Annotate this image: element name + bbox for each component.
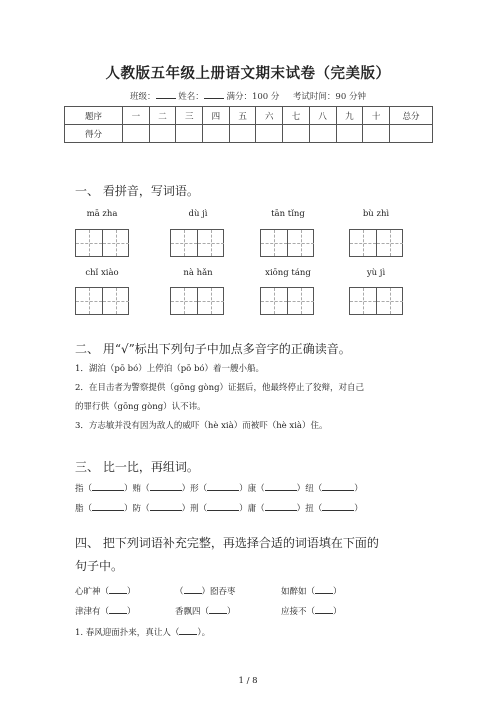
section3-title: 三、 比一比，再组词。 xyxy=(75,460,199,474)
tianzige-box[interactable] xyxy=(170,287,224,315)
answer-blank[interactable] xyxy=(92,481,124,491)
answer-blank[interactable] xyxy=(150,501,182,511)
score-header-cell: 四 xyxy=(203,107,230,125)
score-header-cell: 总分 xyxy=(390,107,433,125)
pinyin-label: yù jì xyxy=(366,268,386,278)
full-score: 满分：100 分 xyxy=(226,92,280,102)
compare-item: 指（ ） xyxy=(75,481,133,494)
score-cell[interactable] xyxy=(176,125,203,143)
exam-info-line xyxy=(0,89,496,102)
tianzige-box[interactable] xyxy=(75,287,129,315)
score-cell[interactable] xyxy=(363,125,390,143)
compare-item: 脂（ ） xyxy=(75,501,133,514)
pinyin-label: tān tǐng xyxy=(271,209,305,219)
pinyin-label: chǐ xiào xyxy=(85,268,119,278)
page-title: 人教版五年级上册语文期末试卷（完美版） xyxy=(105,65,391,82)
pinyin-label: dù jì xyxy=(188,209,208,219)
compare-item: 刑（ ） xyxy=(190,501,248,514)
answer-blank[interactable] xyxy=(109,584,127,594)
answer-blank[interactable] xyxy=(209,604,227,614)
section4-title-line2: 句子中。 xyxy=(75,559,124,573)
question-line: 的罪行供（gōng gòng）认不讳。 xyxy=(75,402,206,412)
idiom-item: 香飘四（ ） xyxy=(175,604,236,617)
pinyin-label: xiōng táng xyxy=(265,268,311,278)
page-number: 1 / 8 xyxy=(238,676,258,686)
pinyin-label: nà hǎn xyxy=(183,268,213,278)
tianzige-box[interactable] xyxy=(260,287,314,315)
score-header-cell: 三 xyxy=(176,107,203,125)
exam-time: 考试时间：90 分钟 xyxy=(292,92,366,102)
answer-blank[interactable] xyxy=(322,501,354,511)
score-cell[interactable] xyxy=(149,125,176,143)
section1-title: 一、 看拼音，写词语。 xyxy=(75,184,199,198)
score-cell[interactable] xyxy=(390,125,433,143)
compare-row-2 xyxy=(75,501,363,514)
answer-blank[interactable] xyxy=(92,501,124,511)
idiom-item: 应接不（ ） xyxy=(281,604,342,617)
idiom-item: 津津有（ ） xyxy=(75,604,136,617)
idiom-item: 心旷神（ ） xyxy=(75,584,136,597)
score-row-label: 得分 xyxy=(65,125,123,143)
score-header-cell: 题序 xyxy=(65,107,123,125)
question-line: 1．湖泊（pō bó）上停泊（pō bó）着一艘小船。 xyxy=(75,364,265,374)
answer-blank[interactable] xyxy=(322,481,354,491)
name-blank[interactable] xyxy=(204,89,224,99)
score-header-cell: 八 xyxy=(309,107,336,125)
class-blank[interactable] xyxy=(156,89,176,99)
compare-item: 形（ ） xyxy=(190,481,248,494)
answer-blank[interactable] xyxy=(265,481,297,491)
sentence-question-1: 1. 春风迎面扑来，真让人（ ）。 xyxy=(75,625,210,638)
score-table xyxy=(64,106,433,143)
answer-blank[interactable] xyxy=(184,584,202,594)
score-cell[interactable] xyxy=(309,125,336,143)
compare-item: 防（ ） xyxy=(133,501,191,514)
compare-item: 康（ ） xyxy=(248,481,306,494)
answer-blank[interactable] xyxy=(179,625,197,635)
tianzige-box[interactable] xyxy=(260,229,314,257)
pinyin-label: mā zha xyxy=(86,209,118,219)
question-line: 3．方志敏并没有因为敌人的威吓（hè xià）而被吓（hè xià）住。 xyxy=(75,421,328,431)
score-header-cell: 二 xyxy=(149,107,176,125)
score-cell[interactable] xyxy=(336,125,363,143)
section4-title-line1: 四、 把下列词语补充完整，再选择合适的词语填在下面的 xyxy=(75,536,379,550)
score-header-cell: 七 xyxy=(283,107,310,125)
score-cell[interactable] xyxy=(283,125,310,143)
tianzige-box[interactable] xyxy=(75,229,129,257)
score-header-cell: 一 xyxy=(123,107,150,125)
class-label: 班级： xyxy=(130,92,156,102)
idiom-item: 如醉如（ ） xyxy=(281,584,342,597)
answer-blank[interactable] xyxy=(207,481,239,491)
answer-blank[interactable] xyxy=(207,501,239,511)
compare-item: 贿（ ） xyxy=(133,481,191,494)
score-header-cell: 五 xyxy=(229,107,256,125)
answer-blank[interactable] xyxy=(150,481,182,491)
score-table-header-row xyxy=(65,107,433,125)
compare-item: 纽（ ） xyxy=(305,481,363,494)
section2-title: 二、 用“√”标出下列句子中加点多音字的正确读音。 xyxy=(75,342,351,356)
score-header-cell: 九 xyxy=(336,107,363,125)
score-cell[interactable] xyxy=(229,125,256,143)
pinyin-label: bù zhì xyxy=(362,209,390,219)
answer-blank[interactable] xyxy=(315,604,333,614)
score-cell[interactable] xyxy=(203,125,230,143)
compare-item: 庸（ ） xyxy=(248,501,306,514)
answer-blank[interactable] xyxy=(265,501,297,511)
answer-blank[interactable] xyxy=(109,604,127,614)
score-table-score-row xyxy=(65,125,433,143)
compare-item: 扭（ ） xyxy=(305,501,363,514)
name-label: 姓名： xyxy=(178,92,204,102)
idiom-item: （ ）囵吞枣 xyxy=(175,584,236,597)
question-line: 2．在目击者为警察提供（gōng gòng）证据后，他最终停止了狡辩，对自己 xyxy=(75,383,365,393)
score-cell[interactable] xyxy=(123,125,150,143)
answer-blank[interactable] xyxy=(315,584,333,594)
tianzige-box[interactable] xyxy=(170,229,224,257)
tianzige-box[interactable] xyxy=(349,287,403,315)
score-header-cell: 六 xyxy=(256,107,283,125)
score-cell[interactable] xyxy=(256,125,283,143)
tianzige-box[interactable] xyxy=(349,229,403,257)
compare-row-1 xyxy=(75,481,363,494)
score-header-cell: 十 xyxy=(363,107,390,125)
